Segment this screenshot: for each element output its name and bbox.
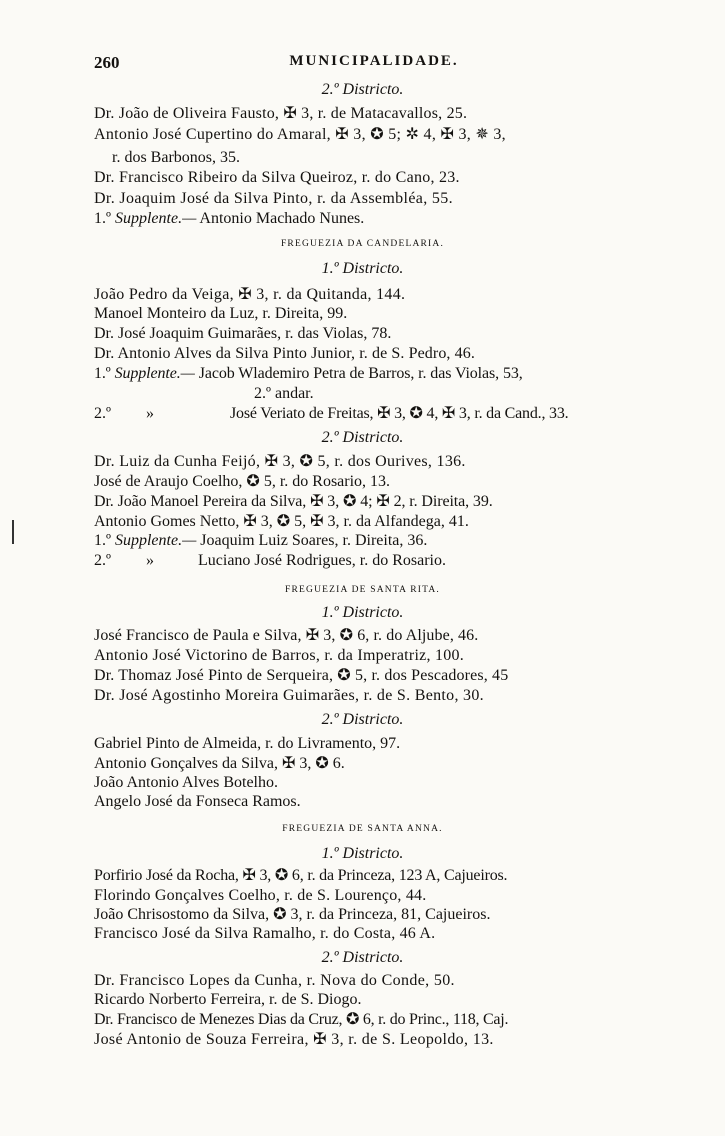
supplente-label: Supplente.— [114,210,197,227]
ordinal-label: 1.º [94,210,111,227]
entry-line: Porfirio José da Rocha, ✠ 3, ✪ 6, r. da Princeza, 123 A, Cajueiros. [94,867,508,884]
entry-line: Antonio Gonçalves da Silva, ✠ 3, ✪ 6. [94,755,345,772]
entry-line: Antonio José Victorino de Barros, r. da Imperatriz, 100. [94,647,464,664]
entry-line: José Francisco de Paula e Silva, ✠ 3, ✪ 6, r. do Aljube, 46. [94,627,479,644]
entry-line: José Antonio de Souza Ferreira, ✠ 3, r. de S. Leopoldo, 13. [94,1031,494,1048]
ordinal-label: 2.º [94,552,111,569]
entry-line: José de Araujo Coelho, ✪ 5, r. do Rosario, 13. [94,473,391,490]
entry-text: José Veriato de Freitas, ✠ 3, ✪ 4, ✠ 3, r. da Cand., 33. [230,405,569,422]
entry-line: Dr. Francisco Lopes da Cunha, r. Nova do Conde, 50. [94,972,455,989]
entry-line: 2.º andar. [254,385,314,402]
entry-text: Jacob Wlademiro Petra de Barros, r. das Violas, 53, [198,365,523,382]
district-heading: 1.º Districto. [321,260,404,277]
entry-line: Dr. João de Oliveira Fausto, ✠ 3, r. de Matacavallos, 25. [94,105,468,122]
ditto-mark: » [146,405,154,422]
substitute-line [94,531,427,550]
substitute-line [94,404,568,423]
ordinal-label: 2.º [94,405,111,422]
supplente-label: Supplente.— [114,532,197,549]
district-heading: 2.º Districto. [321,81,404,98]
parish-heading: FREGUEZIA DE SANTA ANNA. [282,824,443,834]
entry-line: Dr. Luiz da Cunha Feijó, ✠ 3, ✪ 5, r. dos Ourives, 136. [94,453,466,470]
district-heading: 2.º Districto. [321,429,404,446]
entry-line: Manoel Monteiro da Luz, r. Direita, 99. [94,305,348,322]
substitute-line [94,209,364,228]
substitute-line [94,364,523,383]
page-number: 260 [94,53,120,72]
entry-line: Francisco José da Silva Ramalho, r. do Costa, 46 A. [94,925,436,942]
substitute-line [94,551,446,570]
entry-line: Dr. José Joaquim Guimarães, r. das Violas, 78. [94,325,392,342]
entry-line: João Chrisostomo da Silva, ✪ 3, r. da Princeza, 81, Cajueiros. [94,906,491,923]
ordinal-label: 1.º [94,365,111,382]
district-heading: 1.º Districto. [321,604,404,621]
entry-line: Antonio Gomes Netto, ✠ 3, ✪ 5, ✠ 3, r. da Alfandega, 41. [94,513,469,530]
page-title: MUNICIPALIDADE. [289,53,459,69]
entry-line: Dr. Joaquim José da Silva Pinto, r. da Assembléa, 55. [94,190,453,207]
entry-line: Florindo Gonçalves Coelho, r. de S. Lourenço, 44. [94,887,427,904]
entry-line: João Antonio Alves Botelho. [94,774,278,791]
parish-heading: FREGUEZIA DE SANTA RITA. [285,585,440,595]
entry-line: Ricardo Norberto Ferreira, r. de S. Diogo. [94,991,362,1008]
entry-line: Angelo José da Fonseca Ramos. [94,793,301,810]
entry-line: Dr. Thomaz José Pinto de Serqueira, ✪ 5, r. dos Pescadores, 45 [94,667,509,684]
entry-line: Gabriel Pinto de Almeida, r. do Livramento, 97. [94,735,401,752]
margin-scan-mark [12,520,14,544]
supplente-label: Supplente.— [114,365,195,382]
parish-heading: FREGUEZIA DA CANDELARIA. [280,239,445,249]
entry-line: Dr. Antonio Alves da Silva Pinto Junior, r. de S. Pedro, 46. [94,345,475,362]
ditto-mark: » [146,552,154,569]
entry-line: Antonio José Cupertino do Amaral, ✠ 3, ✪ 5; ✲ 4, ✠ 3, ✵ 3, [94,126,506,143]
ordinal-label: 1.º [94,532,111,549]
entry-text: Antonio Machado Nunes. [199,210,365,227]
entry-text: Luciano José Rodrigues, r. do Rosario. [198,552,446,569]
district-heading: 1.º Districto. [321,845,404,862]
district-heading: 2.º Districto. [321,949,404,966]
entry-line: Dr. João Manoel Pereira da Silva, ✠ 3, ✪ 4; ✠ 2, r. Direita, 39. [94,493,493,510]
entry-line: Dr. José Agostinho Moreira Guimarães, r. de S. Bento, 30. [94,687,484,704]
entry-line: Dr. Francisco de Menezes Dias da Cruz, ✪ 6, r. do Princ., 118, Caj. [94,1011,509,1028]
entry-line: João Pedro da Veiga, ✠ 3, r. da Quitanda, 144. [94,286,406,303]
entry-line: r. dos Barbonos, 35. [112,149,240,166]
page-header [94,53,654,75]
entry-line: Dr. Francisco Ribeiro da Silva Queiroz, r. do Cano, 23. [94,169,460,186]
entry-text: Joaquim Luiz Soares, r. Direita, 36. [200,532,428,549]
district-heading: 2.º Districto. [321,711,404,728]
